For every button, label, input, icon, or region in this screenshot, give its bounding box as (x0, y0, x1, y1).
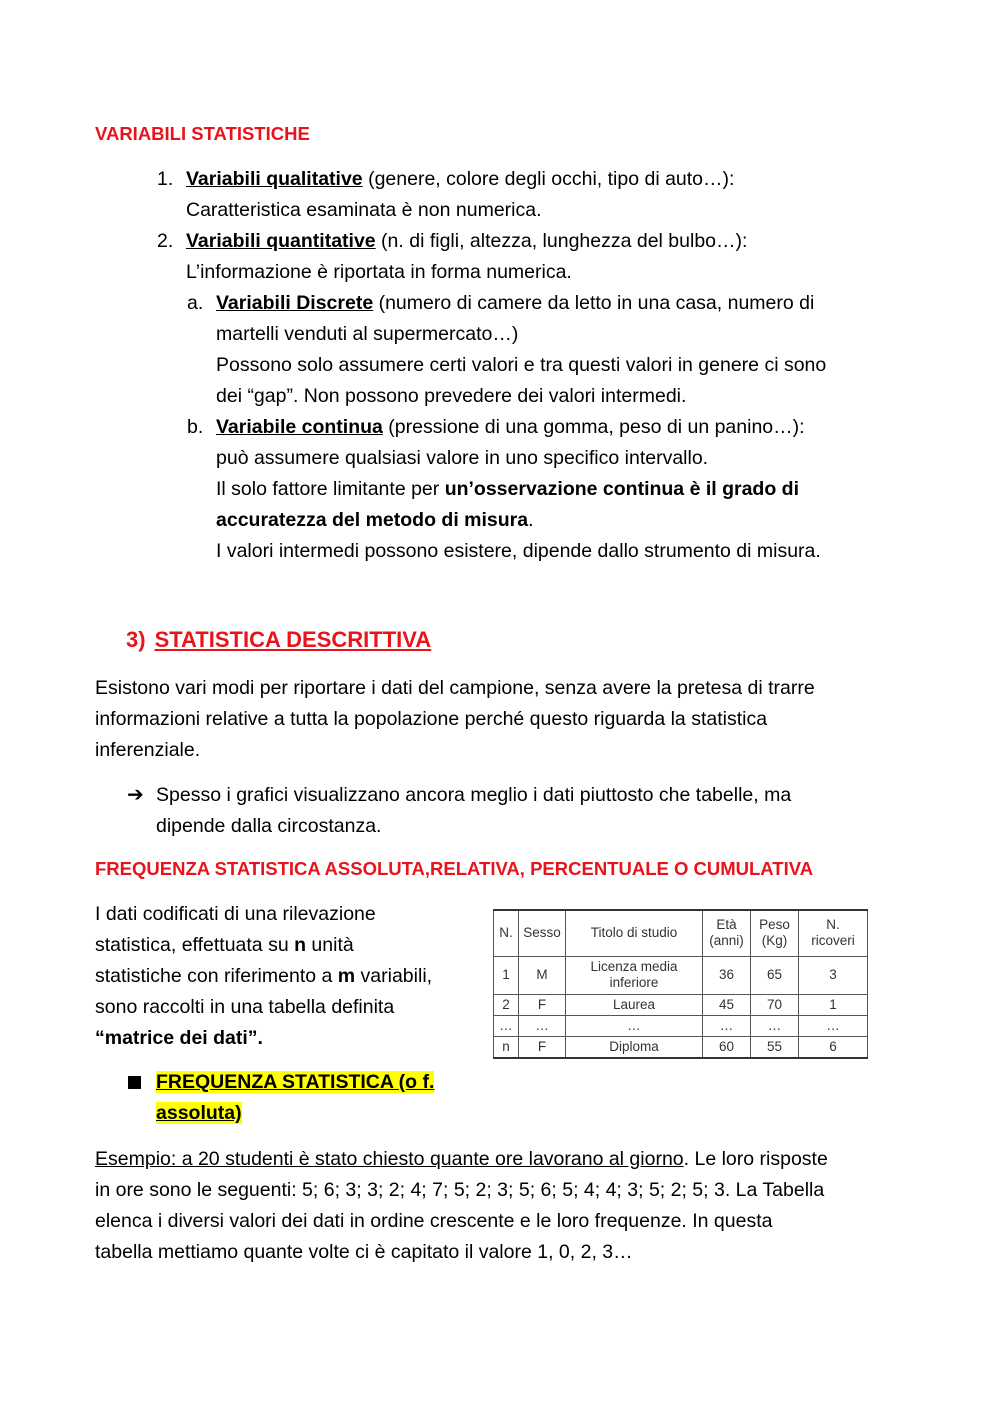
header-text: ricoveri (811, 933, 855, 949)
header-text: Titolo di studio (590, 925, 678, 941)
right-arrow-icon: ➔ (127, 784, 144, 806)
table-header-cell (703, 910, 751, 956)
paragraph-line: sono raccolti in una tabella definita (95, 996, 395, 1018)
example-paragraph (95, 1144, 828, 1268)
arrow-list-item (156, 780, 791, 842)
table-row (494, 1036, 868, 1058)
table-header-cell (566, 910, 703, 956)
paragraph-line: I dati codificati di una rilevazione (95, 903, 376, 925)
table-cell: 6 (799, 1036, 868, 1058)
text-run: variabili, (355, 965, 433, 987)
list-number: 2. (157, 230, 174, 252)
list-item-text: dei “gap”. Non possono prevedere dei valori intermedi. (216, 385, 687, 407)
header-text: N. (499, 925, 513, 941)
table-cell: Laurea (566, 994, 703, 1015)
term-qualitative: Variabili qualitative (186, 168, 363, 190)
list-item-text (187, 474, 821, 505)
table-header-cell (799, 910, 868, 956)
cell-text: inferiore (609, 975, 659, 990)
matrix-description (95, 899, 432, 1054)
table-row (494, 994, 868, 1015)
list-item-text: può assumere qualsiasi valore in uno specifico intervallo. (216, 447, 709, 469)
term-quantitative: Variabili quantitative (186, 230, 376, 252)
table-header-cell (494, 910, 519, 956)
table-header-cell (751, 910, 799, 956)
example-label: Esempio: a 20 studenti è stato chiesto quante ore lavorano al giorno (95, 1148, 684, 1170)
paragraph-line: “matrice dei dati”. (95, 1027, 263, 1049)
paragraph-line: in ore sono le seguenti: 5; 6; 3; 3; 2; 4; 7; 5; 2; 3; 5; 6; 5; 4; 4; 3; 5; 2; 5; 3. La Tabella (95, 1179, 825, 1201)
bold-text: accuratezza del metodo di misura (216, 509, 529, 531)
table-cell: M (519, 956, 566, 994)
table-cell: 1 (799, 994, 868, 1015)
section-number: 3) (126, 627, 146, 652)
paragraph-line: tabella mettiamo quante volte ci è capitato il valore 1, 0, 2, 3… (95, 1241, 633, 1263)
highlighted-heading: assoluta) (156, 1102, 242, 1124)
paragraph-line: Spesso i grafici visualizzano ancora meglio i dati piuttosto che tabelle, ma (156, 784, 792, 806)
table-cell: 55 (751, 1036, 799, 1058)
table-cell: … (703, 1015, 751, 1036)
table-cell: … (566, 1015, 703, 1036)
table-cell: 65 (751, 956, 799, 994)
table-row (494, 1015, 868, 1036)
highlighted-heading: FREQUENZA STATISTICA (o f. (156, 1071, 435, 1093)
table-cell: Diploma (566, 1036, 703, 1058)
section-title-variabili: VARIABILI STATISTICHE (95, 123, 310, 144)
term-continua: Variabile continua (216, 416, 383, 438)
table-header-cell (519, 910, 566, 956)
table-cell: n (494, 1036, 519, 1058)
list-item-text: Caratteristica esaminata è non numerica. (186, 199, 542, 221)
paragraph-line: informazioni relative a tutta la popolazione perché questo riguarda la statistica (95, 708, 768, 730)
text-run: Il solo fattore limitante per (216, 478, 445, 500)
bold-text: n (294, 934, 307, 956)
list-number: 1. (157, 168, 174, 190)
text-run: . (528, 509, 534, 531)
header-text: Peso (759, 917, 790, 933)
list-item-text: martelli venduti al supermercato…) (216, 323, 519, 345)
term-description: (pressione di una gomma, peso di un panino…): (382, 416, 805, 438)
term-description: (genere, colore degli occhi, tipo di auto…): (362, 168, 735, 190)
table-cell: 60 (703, 1036, 751, 1058)
list-letter: b. (187, 416, 204, 438)
section-title-frequenza: FREQUENZA STATISTICA ASSOLUTA,RELATIVA, PERCENTUALE O CUMULATIVA (95, 858, 814, 879)
list-item-text (187, 505, 821, 536)
bold-text: un’osservazione continua è il grado di (444, 478, 800, 500)
table-cell: 2 (494, 994, 519, 1015)
list-item-2a (187, 288, 826, 412)
paragraph-line (95, 961, 432, 992)
table-cell: … (519, 1015, 566, 1036)
data-matrix-table (493, 909, 868, 1059)
table-cell (566, 956, 703, 994)
table-cell: 36 (703, 956, 751, 994)
list-item-text: I valori intermedi possono esistere, dipende dallo strumento di misura. (216, 540, 821, 562)
intro-paragraph (95, 673, 815, 766)
list-item-text: Possono solo assumere certi valori e tra questi valori in genere ci sono (216, 354, 827, 376)
list-item-text: L’informazione è riportata in forma numerica. (186, 261, 572, 283)
list-letter: a. (187, 292, 204, 314)
text-run: unità (306, 934, 354, 956)
table-cell: 1 (494, 956, 519, 994)
list-item-2 (157, 226, 747, 288)
term-description: (n. di figli, altezza, lunghezza del bulbo…): (375, 230, 748, 252)
header-text: N. (826, 917, 840, 933)
bold-text: m (337, 965, 356, 987)
text-run: . Le loro risposte (683, 1148, 828, 1170)
table-header-row (494, 910, 868, 956)
list-item-2b (187, 412, 821, 567)
header-text: Età (716, 917, 737, 933)
header-text: (anni) (709, 933, 744, 949)
table-cell: F (519, 994, 566, 1015)
text-run: statistica, effettuata su (95, 934, 295, 956)
table-cell: … (799, 1015, 868, 1036)
section-title: STATISTICA DESCRITTIVA (154, 627, 432, 652)
table-cell: … (751, 1015, 799, 1036)
header-text: (Kg) (761, 933, 788, 949)
section-heading-descrittiva (126, 627, 431, 653)
term-description: (numero di camere da letto in una casa, numero di (373, 292, 815, 314)
cell-text: Licenza media (590, 959, 678, 974)
paragraph-line: dipende dalla circostanza. (156, 815, 382, 837)
bullet-frequenza (156, 1067, 434, 1129)
paragraph-line: Esistono vari modi per riportare i dati del campione, senza avere la pretesa di trarre (95, 677, 815, 699)
header-text: Sesso (523, 925, 561, 941)
term-discrete: Variabili Discrete (216, 292, 374, 314)
table-cell: 45 (703, 994, 751, 1015)
paragraph-line (95, 1144, 828, 1175)
text-run: statistiche con riferimento a (95, 965, 338, 987)
square-bullet-icon (128, 1076, 141, 1089)
paragraph-line: inferenziale. (95, 739, 201, 761)
table-cell: … (494, 1015, 519, 1036)
table-cell: 3 (799, 956, 868, 994)
paragraph-line (95, 930, 432, 961)
paragraph-line: elenca i diversi valori dei dati in ordine crescente e le loro frequenze. In questa (95, 1210, 773, 1232)
list-item-1 (157, 164, 734, 226)
table-cell: F (519, 1036, 566, 1058)
table-row (494, 956, 868, 994)
table-cell: 70 (751, 994, 799, 1015)
